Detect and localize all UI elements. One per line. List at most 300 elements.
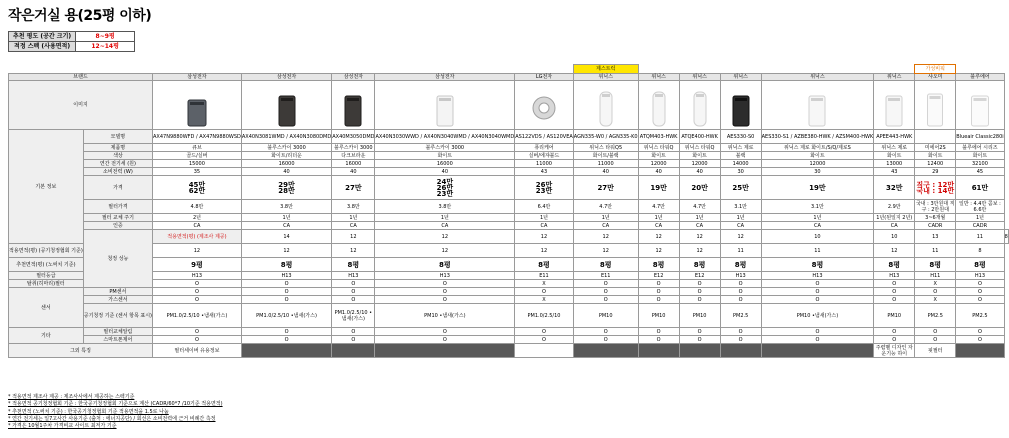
table-cell: 12 <box>638 244 679 258</box>
table-cell: O <box>956 288 1004 296</box>
table-cell: E11 <box>573 272 638 280</box>
product-image-cell <box>679 81 720 130</box>
category-label: 센서 <box>9 288 84 328</box>
table-cell: 12 <box>720 230 761 244</box>
table-cell: H13 <box>720 272 761 280</box>
spacer <box>83 65 152 74</box>
table-cell: ATQE400-HWK <box>679 130 720 144</box>
spacer <box>375 65 515 74</box>
table-cell: O <box>761 336 874 344</box>
table-cell: 4.7만 <box>573 200 638 214</box>
table-cell: 8평 <box>638 258 679 272</box>
product-image-cell <box>915 81 956 130</box>
product-image-cell <box>761 81 874 130</box>
table-cell: 12000 <box>638 160 679 168</box>
table-cell: 퓨리케어 <box>515 144 574 152</box>
brand-cell: 위닉스 <box>679 74 720 81</box>
table-cell <box>375 176 515 200</box>
table-cell: 12400 <box>915 160 956 168</box>
table-cell: AX40M3050DMD <box>332 130 375 144</box>
other-feature-cell <box>761 344 874 358</box>
table-cell: 블랙 <box>720 152 761 160</box>
table-cell: 12 <box>874 244 915 258</box>
table-cell: CA <box>874 222 915 230</box>
table-cell: CA <box>515 222 574 230</box>
table-cell: 위닉스 제로 화이트/S/Q/제로S <box>761 144 874 152</box>
best-tag: 제스트럭 <box>573 65 638 74</box>
table-cell: O <box>720 280 761 288</box>
row-label: 추천면적(평) (노써치 기준) <box>9 258 84 272</box>
table-cell: 1년 <box>515 214 574 222</box>
table-cell: 13 <box>915 230 956 244</box>
table-cell <box>956 176 1004 200</box>
table-cell: 일반 : 4.4만 콤보 : 6.6만 <box>956 200 1004 214</box>
table-cell: 블루스카이 3000 <box>241 144 331 152</box>
product-image-cell <box>720 81 761 130</box>
table-cell: 12 <box>515 230 574 244</box>
price-line: 27만 <box>345 183 362 192</box>
table-cell: 10 <box>874 230 915 244</box>
table-cell: O <box>638 280 679 288</box>
table-cell: O <box>332 280 375 288</box>
table-cell: H13 <box>241 272 331 280</box>
table-cell: O <box>679 328 720 336</box>
table-cell: H13 <box>956 272 1004 280</box>
table-cell: CADR <box>915 222 956 230</box>
table-cell: 3.1만 <box>761 200 874 214</box>
other-feature-cell: 핏필터 <box>915 344 956 358</box>
table-cell: H11 <box>915 272 956 280</box>
table-cell: AS122VDS / AS120VEA <box>515 130 574 144</box>
table-cell: PM10 <box>638 304 679 328</box>
table-cell: 1년 <box>375 214 515 222</box>
table-cell: 위닉스 타워Q <box>679 144 720 152</box>
brand-cell: 샤오미 <box>915 74 956 81</box>
row-label: 적용면적(평) (공기청정협회 기준) <box>9 244 84 258</box>
table-cell: 1년 <box>573 214 638 222</box>
table-cell: 12 <box>638 230 679 244</box>
table-cell: 화이트/리더운 <box>241 152 331 160</box>
table-cell: 화이트 <box>761 152 874 160</box>
table-cell: 30 <box>761 168 874 176</box>
product-image-cell <box>241 81 331 130</box>
table-cell: O <box>375 336 515 344</box>
product-image <box>960 84 1000 128</box>
row-label: 필터 교체 주기 <box>83 214 152 222</box>
table-cell: 40 <box>573 168 638 176</box>
table-cell: CA <box>332 222 375 230</box>
table-cell <box>515 176 574 200</box>
table-cell: 1년 <box>761 214 874 222</box>
table-cell: CADR <box>956 222 1004 230</box>
row-label: 색상 <box>83 152 152 160</box>
table-cell: 8평 <box>375 258 515 272</box>
price-line: 26만 <box>436 183 454 192</box>
other-feature-cell: 주렴벨 디자인 자운기능 하이 <box>875 344 913 357</box>
table-cell: 13000 <box>874 160 915 168</box>
table-cell: CA <box>573 222 638 230</box>
table-cell: O <box>679 280 720 288</box>
comparison-table <box>8 64 1009 358</box>
table-cell: 3.8만 <box>241 200 331 214</box>
brand-cell: 위닉스 <box>874 74 915 81</box>
price-line: 29만 <box>278 180 295 189</box>
brand-cell: 삼성전자 <box>375 74 515 81</box>
product-image <box>680 84 720 128</box>
table-cell: O <box>332 328 375 336</box>
table-cell: O <box>956 296 1004 304</box>
table-cell: O <box>874 280 915 288</box>
table-cell: X <box>515 280 574 288</box>
table-cell: O <box>153 296 242 304</box>
table-cell: E11 <box>515 272 574 280</box>
row-label: 인증 <box>83 222 152 230</box>
table-cell: 40 <box>241 168 331 176</box>
table-cell: CA <box>761 222 874 230</box>
row-label: 그외 특징 <box>9 344 153 358</box>
table-cell: O <box>332 336 375 344</box>
table-cell: CA <box>241 222 331 230</box>
table-cell: 8평 <box>915 258 956 272</box>
table-cell: H13 <box>874 272 915 280</box>
table-cell: AES330-S1 / AZBE380-HWK / AZSM400-HWK <box>761 130 874 144</box>
brand-cell: 위닉스 <box>761 74 874 81</box>
table-cell: CA <box>638 222 679 230</box>
table-cell: 화이트/블랙 <box>573 152 638 160</box>
table-cell: 8평 <box>874 258 915 272</box>
spec-value: 8~9평 <box>76 32 135 42</box>
price-line: 32만 <box>885 183 903 192</box>
table-cell: 12000 <box>761 160 874 168</box>
table-cell: 16000 <box>241 160 331 168</box>
table-cell: AGN335-W0 / AGN335-K0 <box>573 130 638 144</box>
table-cell: 14 <box>241 230 331 244</box>
page-title: 작은거실 용(25평 이하) <box>8 8 152 24</box>
table-cell: O <box>153 336 242 344</box>
price-line: 국내 : 14만 <box>916 186 955 195</box>
table-cell: 10 <box>761 230 874 244</box>
table-cell: 8평 <box>720 258 761 272</box>
other-feature-cell <box>679 344 720 358</box>
product-image-cell <box>332 81 375 130</box>
row-label: 필터가격 <box>83 200 152 214</box>
table-cell: 40 <box>638 168 679 176</box>
product-image <box>874 84 914 128</box>
table-cell: PM10 <box>573 304 638 328</box>
table-cell: 16000 <box>332 160 375 168</box>
other-feature-cell <box>515 344 574 358</box>
table-cell: 국내 : 3만원대 직구 : 2만원대 <box>915 200 955 213</box>
spec-label: 추천 평도 (공간 크기) <box>9 32 76 42</box>
table-cell: APEE443-HWK <box>874 130 915 144</box>
product-image-cell <box>375 81 515 130</box>
table-cell: 미에어2S <box>915 144 956 152</box>
table-cell: 8평 <box>679 258 720 272</box>
table-cell: O <box>241 328 331 336</box>
table-cell: O <box>679 296 720 304</box>
price-line: 19만 <box>650 183 667 192</box>
product-image-cell <box>153 81 242 130</box>
table-cell: O <box>573 296 638 304</box>
table-cell: 큐브 <box>153 144 242 152</box>
other-feature-cell <box>375 344 515 358</box>
spacer <box>638 65 679 74</box>
table-cell: AX40N3081WMD / AX40N3080DMD <box>241 130 331 144</box>
table-cell: 40 <box>375 168 515 176</box>
table-cell: 4.7만 <box>638 200 679 214</box>
table-cell: O <box>241 336 331 344</box>
table-cell: 4.8만 <box>153 200 242 214</box>
table-cell: O <box>874 288 915 296</box>
table-cell: O <box>720 288 761 296</box>
footnotes <box>8 394 223 430</box>
footnote: * 연간 전기세는 일7고사간 사용기준 (출처 : 에너지공단) / 회선은 소비전력에 근거 비례간 측정 <box>8 415 216 422</box>
table-cell: 3.8만 <box>332 200 375 214</box>
table-cell: 11 <box>956 230 1004 244</box>
table-cell: O <box>375 280 515 288</box>
table-cell: 골드/실버 <box>153 152 242 160</box>
table-cell: 12 <box>515 244 574 258</box>
table-cell: 6.4만 <box>515 200 574 214</box>
table-cell: 12 <box>573 244 638 258</box>
table-cell: O <box>720 296 761 304</box>
table-cell: 2년 <box>153 214 242 222</box>
table-cell: O <box>720 328 761 336</box>
table-cell <box>241 176 331 200</box>
table-cell: O <box>679 288 720 296</box>
brand-cell: 블루에어 <box>956 74 1004 81</box>
table-cell: 3.8만 <box>375 200 515 214</box>
table-cell: 15000 <box>153 160 242 168</box>
table-cell: O <box>241 280 331 288</box>
table-cell: O <box>375 328 515 336</box>
table-cell: 위닉스 제로 <box>874 144 915 152</box>
price-line: 27만 <box>597 183 614 192</box>
table-cell: CA <box>153 222 242 230</box>
product-image <box>333 84 373 128</box>
table-cell: O <box>956 328 1004 336</box>
table-cell: O <box>375 288 515 296</box>
brand-cell: 위닉스 <box>638 74 679 81</box>
table-cell: 2.9만 <box>874 200 915 214</box>
price-line: 직구 : 12만 <box>916 180 955 189</box>
other-feature-cell <box>720 344 761 358</box>
brand-cell: 삼성전자 <box>332 74 375 81</box>
table-cell: 8 <box>956 244 1004 258</box>
table-cell: 11000 <box>515 160 574 168</box>
table-cell: O <box>874 296 915 304</box>
other-feature-cell <box>638 344 679 358</box>
table-cell: 12 <box>332 230 375 244</box>
table-cell: O <box>638 336 679 344</box>
table-cell: O <box>915 328 956 336</box>
spacer <box>9 65 84 74</box>
table-cell: O <box>375 296 515 304</box>
table-cell: 위닉스 타워Q <box>638 144 679 152</box>
value-tag: 가성비픽 <box>915 65 956 74</box>
table-cell <box>332 176 375 200</box>
table-cell: Blueair Classic280i <box>956 130 1004 144</box>
spacer <box>241 65 331 74</box>
price-line: 23만 <box>535 186 553 195</box>
spacer <box>761 65 874 74</box>
table-cell: 43 <box>515 168 574 176</box>
table-cell: 43 <box>874 168 915 176</box>
table-cell <box>761 176 874 200</box>
other-feature-cell <box>332 344 375 358</box>
table-cell: O <box>573 336 638 344</box>
table-cell: 블루스카이 3000 <box>375 144 515 152</box>
table-cell: O <box>515 328 574 336</box>
product-image <box>267 84 307 128</box>
table-cell: 30 <box>720 168 761 176</box>
table-cell: 블루스카이 3000 <box>332 144 375 152</box>
table-cell: 화이트 <box>956 152 1004 160</box>
table-cell: AES330-S0 <box>720 130 761 144</box>
table-cell: 14000 <box>720 160 761 168</box>
table-cell: 12 <box>241 244 331 258</box>
price-line: 28만 <box>278 186 295 195</box>
table-cell: O <box>515 288 574 296</box>
table-cell: 12 <box>332 244 375 258</box>
table-cell: 11000 <box>573 160 638 168</box>
product-image-cell <box>573 81 638 130</box>
table-cell: 11 <box>720 244 761 258</box>
spacer <box>679 65 720 74</box>
table-cell: 29 <box>915 168 956 176</box>
table-cell: O <box>241 296 331 304</box>
product-image <box>721 84 761 128</box>
table-cell: 16000 <box>375 160 515 168</box>
table-cell: 8평 <box>515 258 574 272</box>
product-image <box>639 84 679 128</box>
table-cell: O <box>515 336 574 344</box>
table-cell: 35 <box>153 168 242 176</box>
table-cell: 8평 <box>761 258 874 272</box>
footnote: * 가격은 10월1주차 가격비교 사이트 최저가 기준 <box>8 423 117 430</box>
product-image-cell <box>638 81 679 130</box>
product-image-cell <box>874 81 915 130</box>
table-cell: O <box>761 328 874 336</box>
spacer <box>956 65 1004 74</box>
table-cell: 1년(된일지 2년) <box>874 214 915 222</box>
table-cell: 위닉스 제로 <box>720 144 761 152</box>
other-feature-cell <box>241 344 331 358</box>
table-cell: 1년 <box>679 214 720 222</box>
table-cell: 1년 <box>241 214 331 222</box>
price-line: 62만 <box>188 186 206 195</box>
table-cell: O <box>915 336 956 344</box>
spacer <box>153 65 242 74</box>
row-label: 필터등급 <box>9 272 84 280</box>
table-cell: 블루에어 시리즈 <box>956 144 1004 152</box>
table-cell: X <box>515 296 574 304</box>
table-cell: 1년 <box>956 214 1004 222</box>
table-cell: H13 <box>375 272 515 280</box>
table-cell: X <box>915 280 956 288</box>
category-label: 기타 <box>9 328 84 344</box>
spec-label: 적정 스펙 (사용면적) <box>9 42 76 52</box>
table-cell: 45 <box>956 168 1004 176</box>
table-cell: 3.1만 <box>720 200 761 214</box>
table-cell: 40 <box>332 168 375 176</box>
row-label: 스마트폰제어 <box>83 336 152 344</box>
row-label: 가스센서 <box>83 296 152 304</box>
table-cell: 32100 <box>956 160 1004 168</box>
table-cell: 12000 <box>679 160 720 168</box>
table-cell <box>679 176 720 200</box>
brand-cell: 위닉스 <box>720 74 761 81</box>
table-cell: 다크브라운 <box>332 152 375 160</box>
table-cell: AX47N9880WFD / AX47N9880WSD <box>153 130 242 144</box>
table-cell: O <box>679 336 720 344</box>
table-cell: 12 <box>153 244 242 258</box>
table-cell: O <box>915 288 956 296</box>
table-cell: 1년 <box>720 214 761 222</box>
spacer <box>332 65 375 74</box>
table-cell: CA <box>679 222 720 230</box>
price-line: 24만 <box>436 177 454 186</box>
table-cell: 실버/에쟈블드 <box>515 152 574 160</box>
spacer <box>515 65 574 74</box>
table-cell: O <box>874 328 915 336</box>
price-line: 23만 <box>436 189 454 198</box>
row-label: 이미지 <box>9 81 153 130</box>
table-cell: O <box>573 328 638 336</box>
category-label: 청정 성능 <box>83 230 152 288</box>
spacer <box>720 65 761 74</box>
spec-table <box>8 31 135 52</box>
table-cell: E12 <box>638 272 679 280</box>
price-line: 61만 <box>971 183 989 192</box>
table-cell: O <box>956 336 1004 344</box>
table-cell <box>720 176 761 200</box>
table-cell: 8평 <box>241 258 331 272</box>
table-cell: 12 <box>375 230 515 244</box>
row-label: 적용면적(평) (제조사 제공) <box>153 230 242 244</box>
table-cell: O <box>153 328 242 336</box>
price-line: 26만 <box>535 180 553 189</box>
table-cell: 9평 <box>153 258 242 272</box>
table-cell: 위닉스 타워Q5 <box>573 144 638 152</box>
product-image-cell <box>515 81 574 130</box>
table-cell: PM10 <box>679 304 720 328</box>
table-cell: CA <box>375 222 515 230</box>
product-image <box>586 84 626 128</box>
product-image-cell <box>956 81 1004 130</box>
table-cell: O <box>153 288 242 296</box>
footnote: * 적용면적 공기청정협회 기준 : 한국공기청정협회 기준으로 계산 (CADR/60*7 /10기준 적용면적) <box>8 401 223 408</box>
table-cell: O <box>761 288 874 296</box>
product-image <box>915 84 955 128</box>
table-cell: O <box>638 328 679 336</box>
table-cell: 11 <box>761 244 874 258</box>
table-cell: O <box>573 288 638 296</box>
table-cell: 3~6개월 <box>915 214 956 222</box>
footnote: * 추천면적 (노써치 기준) : 한국공기청정협회 기준 적용면적을 1.5로 나눔 <box>8 408 169 415</box>
row-label: 모델명 <box>83 130 152 144</box>
table-cell: 화이트 <box>915 152 956 160</box>
table-cell: ATQM403-HWK <box>638 130 679 144</box>
table-cell: 8 <box>1004 230 1008 244</box>
table-cell: O <box>332 296 375 304</box>
row-label: 제품명 <box>83 144 152 152</box>
product-image <box>425 84 465 128</box>
table-cell <box>638 176 679 200</box>
table-cell: 8평 <box>573 258 638 272</box>
price-line: 19만 <box>809 183 826 192</box>
row-label: 필터교체알림 <box>83 328 152 336</box>
